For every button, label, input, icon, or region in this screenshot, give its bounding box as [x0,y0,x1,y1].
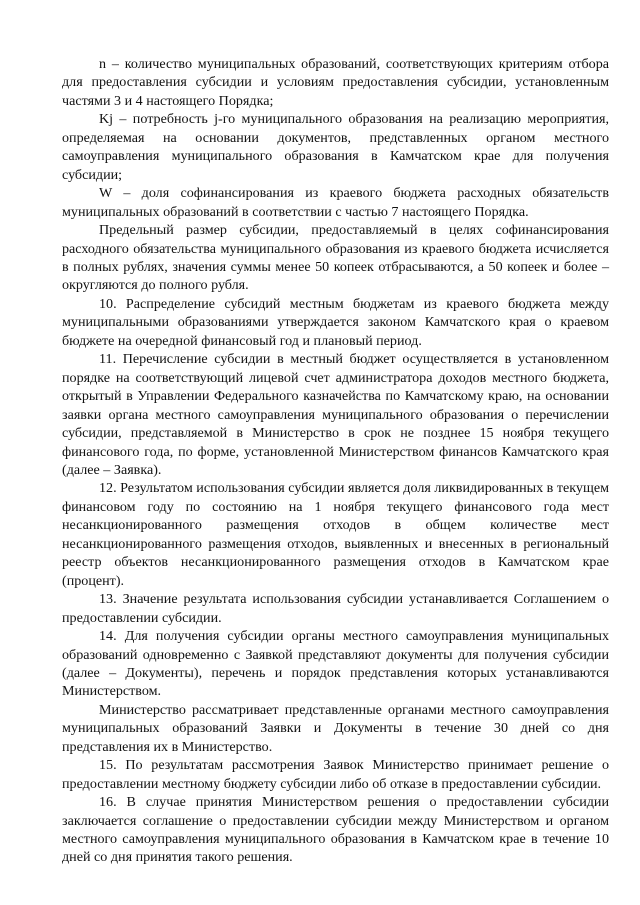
paragraph-clause-13: 13. Значение результата использования субсидии устанавливается Соглашением о предоставлении субсидии. [62,591,609,626]
paragraph-clause-16: 16. В случае принятия Министерством решения о предоставлении субсидии заключается соглашение о предоставлении субсидии между Министерством и органом местного самоуправления муниципального образования в Камчатском крае в течение 10 дней со дня принятия такого решения. [62,794,609,866]
paragraph-clause-15: 15. По результатам рассмотрения Заявок Министерство принимает решение о предоставлении местному бюджету субсидии либо об отказе в предоставлении субсидии. [62,757,609,792]
document-page [62,55,609,867]
paragraph-clause-11: 11. Перечисление субсидии в местный бюджет осуществляется в установленном порядке на соответствующий лицевой счет администратора доходов местного бюджета, открытый в Управлении Федерального казначейства по Камчатскому краю, на основании заявки органа местного самоуправления муниципального образования о перечислении субсидии, представляемой в Министерство в срок не позднее 15 ноября текущего финансового года, по форме, установленной Министерством финансов Камчатского края (далее – Заявка). [62,351,609,478]
paragraph-clause-14: 14. Для получения субсидии органы местного самоуправления муниципальных образований одновременно с Заявкой представляют документы для получения субсидии (далее – Документы), перечень и порядок представления которых устанавливаются Министерством. [62,628,609,700]
paragraph-clause-10: 10. Распределение субсидий местным бюджетам из краевого бюджета между муниципальными образованиями утверждается законом Камчатского края о краевом бюджете на очередной финансовый год и плановый период. [62,295,609,349]
paragraph-subsidy-limit: Предельный размер субсидии, предоставляемый в целях софинансирования расходного обязательства муниципального образования из краевого бюджета исчисляется в полных рублях, значения суммы менее 50 копеек отбрасываются, а 50 копеек и более – округляются до полного рубля. [62,222,609,294]
paragraph-kj-definition: Kj – потребность j-го муниципального образования на реализацию мероприятия, определяемая на основании документов, представленных органом местного самоуправления муниципального образования в Камчатском крае для получения субсидии; [62,111,609,183]
paragraph-w-definition: W – доля софинансирования из краевого бюджета расходных обязательств муниципальных образований в соответствии с частью 7 настоящего Порядка. [62,185,609,220]
paragraph-ministry-review: Министерство рассматривает представленные органами местного самоуправления муниципальных образований Заявки и Документы в течение 30 дней со дня представления их в Министерство. [62,701,609,755]
paragraph-clause-12: 12. Результатом использования субсидии является доля ликвидированных в текущем финансовом году по состоянию на 1 ноября текущего финансового года мест несанкционированного размещения отходов в общем количестве мест несанкционированного размещения отходов, выявленных и внесенных в региональный реестр объектов несанкционированного размещения отходов в Камчатском крае (процент). [62,480,609,589]
paragraph-n-definition: n – количество муниципальных образований, соответствующих критериям отбора для предоставления субсидии и условиям предоставления субсидии, установленным частями 3 и 4 настоящего Порядка; [62,56,609,109]
